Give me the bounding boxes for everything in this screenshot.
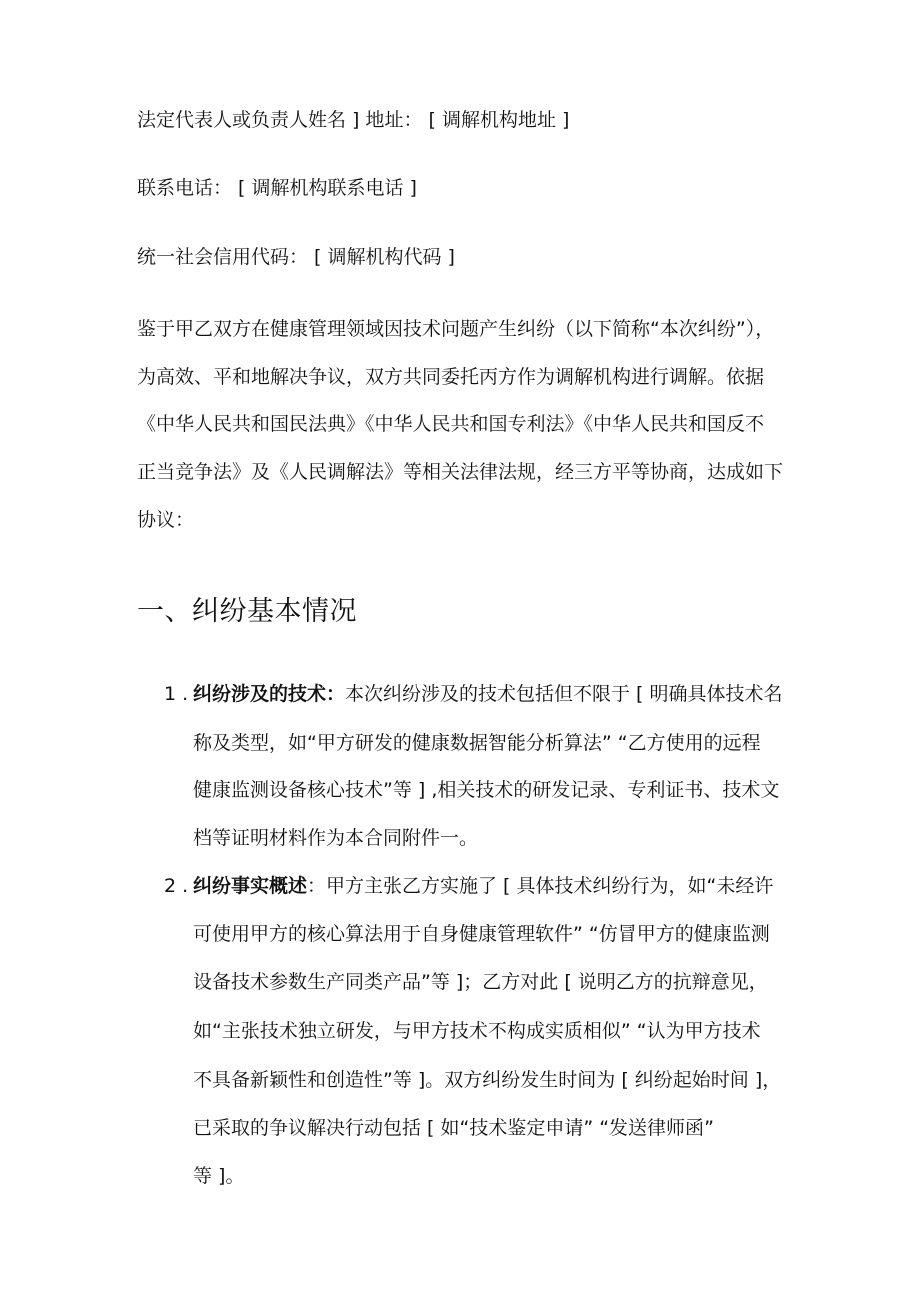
item-first-line [193,682,783,706]
item-line: 档等证明材料作为本合同附件一。 [193,827,479,849]
item-line: 可使用甲方的核心算法用于自身健康管理软件” “仿冒甲方的健康监测 [193,923,770,945]
preamble-line: 为高效、平和地解决争议，双方共同委托丙方作为调解机构进行调解。依据 [137,366,765,388]
item-line: 健康监测设备核心技术”等 ] ,相关技术的研发记录、专利证书、技术文 [193,779,780,801]
preamble-line: 协议： [137,509,195,531]
legal-representative-address-line: 法定代表人或负责人姓名 ] 地址： [ 调解机构地址 ] [137,109,570,131]
item-line: 如“主张技术独立研发，与甲方技术不构成实质相似” “认为甲方技术 [193,1020,761,1042]
contact-phone-line: 联系电话： [ 调解机构联系电话 ] [137,177,417,199]
section-heading: 一、纠纷基本情况 [137,596,357,627]
preamble-line: 正当竞争法》及《人民调解法》等相关法律法规，经三方平等协商，达成如下 [137,461,784,483]
item-line: 等 ]。 [193,1165,245,1187]
item-line: 已采取的争议解决行动包括 [ 如“技术鉴定申请” “发送律师函” [193,1117,714,1139]
item-label: 纠纷事实概述 [193,875,308,897]
preamble-line: 鉴于甲乙双方在健康管理领域因技术问题产生纠纷（以下简称“本次纠纷”）， [137,318,775,340]
item-first-line-text: ：甲方主张乙方实施了 [ 具体技术纠纷行为，如“未经许 [307,875,774,897]
preamble-line: 《中华人民共和国民法典》《中华人民共和国专利法》《中华人民共和国反不 [137,413,765,435]
item-line: 不具备新颖性和创造性”等 ]。双方纠纷发生时间为 [ 纠纷起始时间 ]， [193,1069,782,1091]
credit-code-line: 统一社会信用代码： [ 调解机构代码 ] [137,246,455,268]
item-label: 纠纷涉及的技术： [193,683,346,705]
item-first-line [193,874,773,898]
item-number: 2 . [164,875,189,897]
item-number: 1 . [164,683,189,705]
item-line: 称及类型，如“甲方研发的健康数据智能分析算法” “乙方使用的远程 [193,732,761,754]
item-line: 设备技术参数生产同类产品”等 ]；乙方对此 [ 说明乙方的抗辩意见， [193,971,768,993]
item-first-line-text: 本次纠纷涉及的技术包括但不限于 [ 明确具体技术名 [345,683,783,705]
